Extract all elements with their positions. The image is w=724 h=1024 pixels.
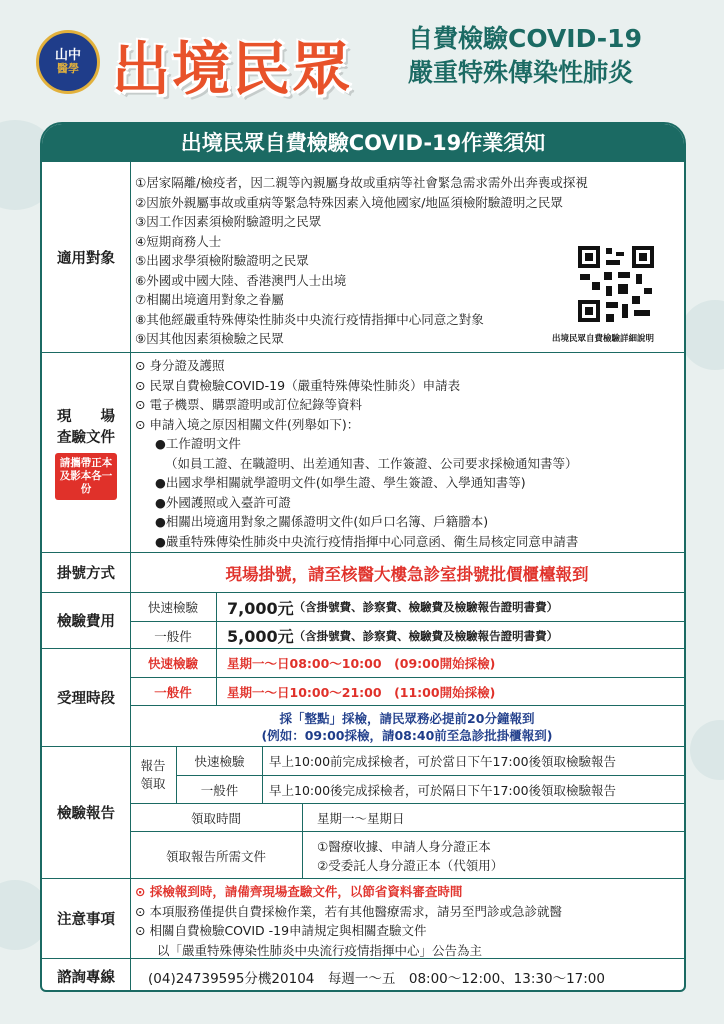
contact-label: 諮詢專線 <box>42 959 131 992</box>
report-type: 快速檢驗 <box>176 747 262 775</box>
registration-row <box>42 552 684 592</box>
eligible-item: ④短期商務人士 <box>135 233 222 249</box>
documents-list <box>130 353 684 552</box>
hours-note-line-2: (例如：09:00採檢，請08:40前至急診批掛櫃報到) <box>261 727 553 743</box>
card-title: 出境民眾自費檢驗COVID-19作業須知 <box>42 124 684 162</box>
fee-type: 一般件 <box>130 621 216 649</box>
report-detail: 早上10:00前完成採檢者，可於當日下午17:00後領取檢驗報告 <box>262 747 684 775</box>
fee-detail <box>216 621 684 649</box>
hours-label: 受理時段 <box>42 649 131 746</box>
document-item: ⊙ 申請入境之原因相關文件(列舉如下)： <box>135 416 360 432</box>
logo-top-text: 山中 <box>54 47 81 63</box>
contact-row <box>42 958 684 992</box>
fee-note: （含掛號費、診察費、檢驗費及檢驗報告證明書費） <box>293 628 559 643</box>
fee-label: 檢驗費用 <box>42 593 131 648</box>
registration-content <box>130 553 684 592</box>
bg-virus-deco <box>680 300 724 370</box>
bg-virus-deco <box>690 720 724 780</box>
report-label: 檢驗報告 <box>42 747 131 878</box>
document-subitem: ●出國求學相關就學證明文件(如學生證、學生簽證、入學通知書等) <box>155 475 526 490</box>
page-subtitle <box>408 22 642 90</box>
hours-note-line-1: 採「整點」採檢，請民眾務必提前20分鐘報到 <box>279 710 535 726</box>
qr-code-icon[interactable] <box>576 244 656 324</box>
notes-label: 注意事項 <box>42 879 131 958</box>
report-docs <box>302 831 684 879</box>
report-detail: 早上10:00後完成採檢者，可於隔日下午17:00後領取檢驗報告 <box>262 775 684 803</box>
eligible-item: ⑧其他經嚴重特殊傳染性肺炎中央流行疫情指揮中心同意之對象 <box>135 311 484 327</box>
bring-copies-badge: 請攜帶正本及影本各一份 <box>55 453 117 500</box>
fee-price: 5,000元 <box>227 627 294 646</box>
hours-table <box>130 649 684 746</box>
report-pickup-line-1: 報告 <box>140 758 166 773</box>
notes-list <box>130 879 684 958</box>
contact-text[interactable]: (04)24739595分機20104 每週一～五 08:00～12:00、13:30～17:00 <box>148 970 605 987</box>
documents-row <box>42 352 684 552</box>
note-item: ⊙ 相關自費檢驗COVID -19申請規定與相關查驗文件 <box>135 923 427 938</box>
note-item: ⊙ 本項服務僅提供自費採檢作業，若有其他醫療需求，請另至門診或急診就醫 <box>135 903 562 919</box>
report-time-label: 領取時間 <box>130 803 302 831</box>
report-doc-item: ①醫療收據、申請人身分證正本 <box>317 838 491 854</box>
eligible-item: ①居家隔離/檢疫者，因二親等內親屬身故或重病等社會緊急需求需外出奔喪或探視 <box>135 175 588 190</box>
eligible-item: ⑨因其他因素須檢驗之民眾 <box>135 331 284 346</box>
report-time-value: 星期一～星期日 <box>302 803 684 831</box>
eligible-item: ③因工作因素須檢附驗證明之民眾 <box>135 214 322 229</box>
qr-caption: 出境民眾自費檢驗詳細說明 <box>552 334 655 344</box>
hours-time: 星期一～日10:00～21:00 (11:00開始採檢) <box>216 677 684 705</box>
hours-row <box>42 648 684 746</box>
note-item: ⊙ 採檢報到時，請備齊現場查驗文件，以節省資料審查時間 <box>135 884 463 899</box>
report-type: 一般件 <box>176 775 262 803</box>
report-table <box>130 747 684 878</box>
fee-price: 7,000元 <box>227 598 294 618</box>
document-item: ⊙ 身分證及護照 <box>135 358 225 373</box>
header <box>0 0 724 118</box>
hours-note <box>130 705 684 747</box>
report-doc-item: ②受委託人身分證正本（代領用） <box>317 857 504 873</box>
document-subitem: ●工作證明文件 <box>155 436 241 451</box>
note-item: 以「嚴重特殊傳染性肺炎中央流行疫情指揮中心」公告為主 <box>157 942 483 958</box>
page-title: 出境民眾 <box>112 35 353 103</box>
hours-time: 星期一～日08:00～10:00 (09:00開始採檢) <box>216 649 684 677</box>
documents-label-line-2: 查驗文件 <box>57 430 115 446</box>
subtitle-line-1: 自費檢驗COVID-19 <box>408 24 642 53</box>
fee-type: 快速檢驗 <box>147 600 198 615</box>
documents-label-line-1: 現 場 <box>57 409 115 425</box>
logo-bottom-text: 醫學 <box>57 62 79 76</box>
document-subitem: ●相關出境適用對象之關係證明文件(如戶口名簿、戶籍謄本) <box>155 514 489 529</box>
notes-row <box>42 878 684 958</box>
fee-row <box>42 592 684 648</box>
registration-text: 現場掛號，請至核醫大樓急診室掛號批價櫃檯報到 <box>225 564 589 584</box>
documents-label <box>42 353 131 552</box>
eligible-row <box>42 162 684 352</box>
report-pickup-label <box>130 747 176 803</box>
report-docs-label: 領取報告所需文件 <box>130 831 302 879</box>
info-card <box>40 122 686 992</box>
document-item: ⊙ 民眾自費檢驗COVID-19（嚴重特殊傳染性肺炎）申請表 <box>135 377 461 393</box>
subtitle-line-2: 嚴重特殊傳染性肺炎 <box>408 58 634 87</box>
fee-note: （含掛號費、診察費、檢驗費及檢驗報告證明書費） <box>293 600 559 614</box>
eligible-item: ⑤出國求學須檢附驗證明之民眾 <box>135 253 309 268</box>
hours-type: 快速檢驗 <box>147 656 198 671</box>
fee-detail <box>216 593 684 621</box>
eligible-label: 適用對象 <box>42 162 131 352</box>
fee-table <box>130 593 684 648</box>
registration-label: 掛號方式 <box>42 553 131 592</box>
document-subitem: （如員工證、在職證明、出差通知書、工作簽證、公司要求採檢通知書等） <box>165 455 578 471</box>
hours-type: 一般件 <box>130 677 216 705</box>
document-item: ⊙ 電子機票、購票證明或訂位紀錄等資料 <box>135 397 362 412</box>
eligible-item: ②因旅外親屬事故或重病等緊急特殊因素入境他國家/地區須檢附驗證明之民眾 <box>135 194 563 210</box>
document-subitem: ●外國護照或入臺許可證 <box>155 494 291 510</box>
report-pickup-line-2: 領取 <box>140 776 166 791</box>
document-subitem: ●嚴重特殊傳染性肺炎中央流行疫情指揮中心同意函、衛生局核定同意申請書 <box>155 533 579 549</box>
eligible-item: ⑦相關出境適用對象之眷屬 <box>135 292 284 307</box>
report-row <box>42 746 684 878</box>
hospital-logo <box>36 30 100 94</box>
eligible-item: ⑥外國或中國大陸、香港澳門人士出境 <box>135 272 347 288</box>
